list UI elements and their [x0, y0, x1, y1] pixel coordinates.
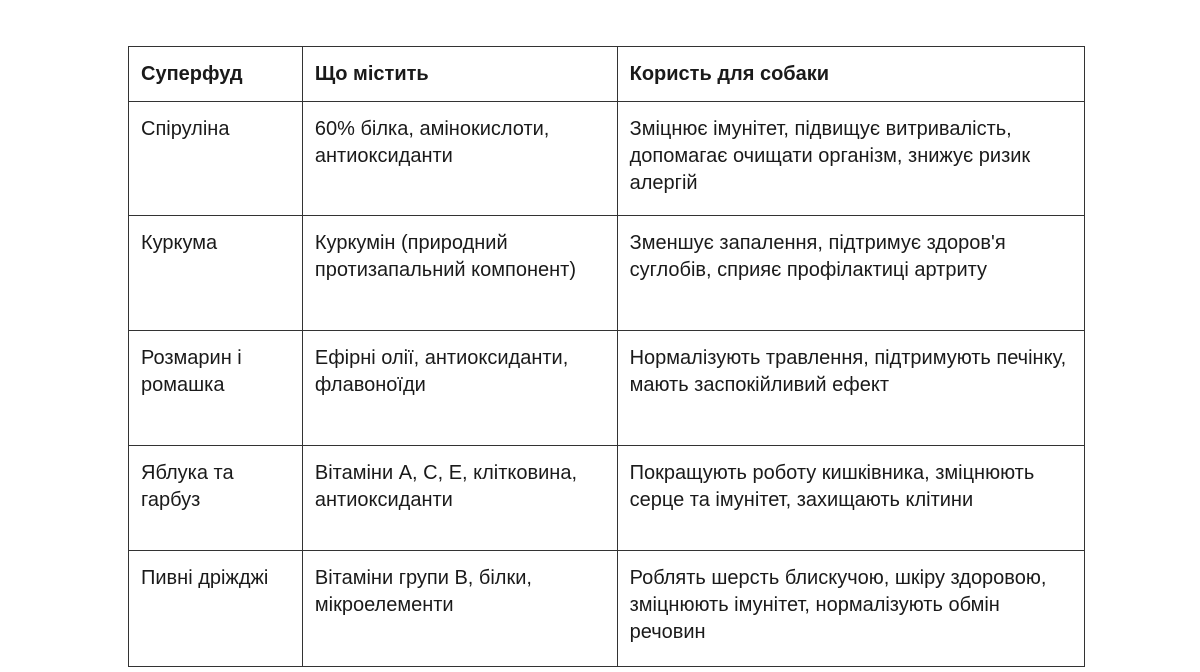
cell-superfood: Куркума	[129, 216, 303, 331]
header-superfood: Суперфуд	[129, 47, 303, 102]
cell-superfood: Яблука та гарбуз	[129, 446, 303, 551]
cell-contains: Куркумін (природний протизапальний компонент)	[302, 216, 617, 331]
cell-benefit: Зміцнює імунітет, підвищує витривалість, допомагає очищати організм, знижує ризик алергій	[617, 102, 1084, 216]
cell-superfood: Пивні дріжджі	[129, 551, 303, 667]
header-benefit: Користь для собаки	[617, 47, 1084, 102]
cell-benefit: Покращують роботу кишківника, зміцнюють серце та імунітет, захищають клітини	[617, 446, 1084, 551]
superfood-table	[128, 46, 1085, 667]
cell-contains: 60% білка, амінокислоти, антиоксиданти	[302, 102, 617, 216]
cell-benefit: Зменшує запалення, підтримує здоров'я суглобів, сприяє профілактиці артриту	[617, 216, 1084, 331]
cell-superfood: Спіруліна	[129, 102, 303, 216]
table-row	[129, 331, 1085, 446]
cell-contains: Ефірні олії, антиоксиданти, флавоноїди	[302, 331, 617, 446]
table-row	[129, 446, 1085, 551]
cell-contains: Вітаміни групи B, білки, мікроелементи	[302, 551, 617, 667]
header-contains: Що містить	[302, 47, 617, 102]
cell-benefit: Нормалізують травлення, підтримують печінку, мають заспокійливий ефект	[617, 331, 1084, 446]
table-header-row	[129, 47, 1085, 102]
cell-benefit: Роблять шерсть блискучою, шкіру здоровою, зміцнюють імунітет, нормалізують обмін речовин	[617, 551, 1084, 667]
table-row	[129, 216, 1085, 331]
table-row	[129, 551, 1085, 667]
cell-superfood: Розмарин і ромашка	[129, 331, 303, 446]
table-row	[129, 102, 1085, 216]
cell-contains: Вітаміни A, C, E, клітковина, антиоксиданти	[302, 446, 617, 551]
